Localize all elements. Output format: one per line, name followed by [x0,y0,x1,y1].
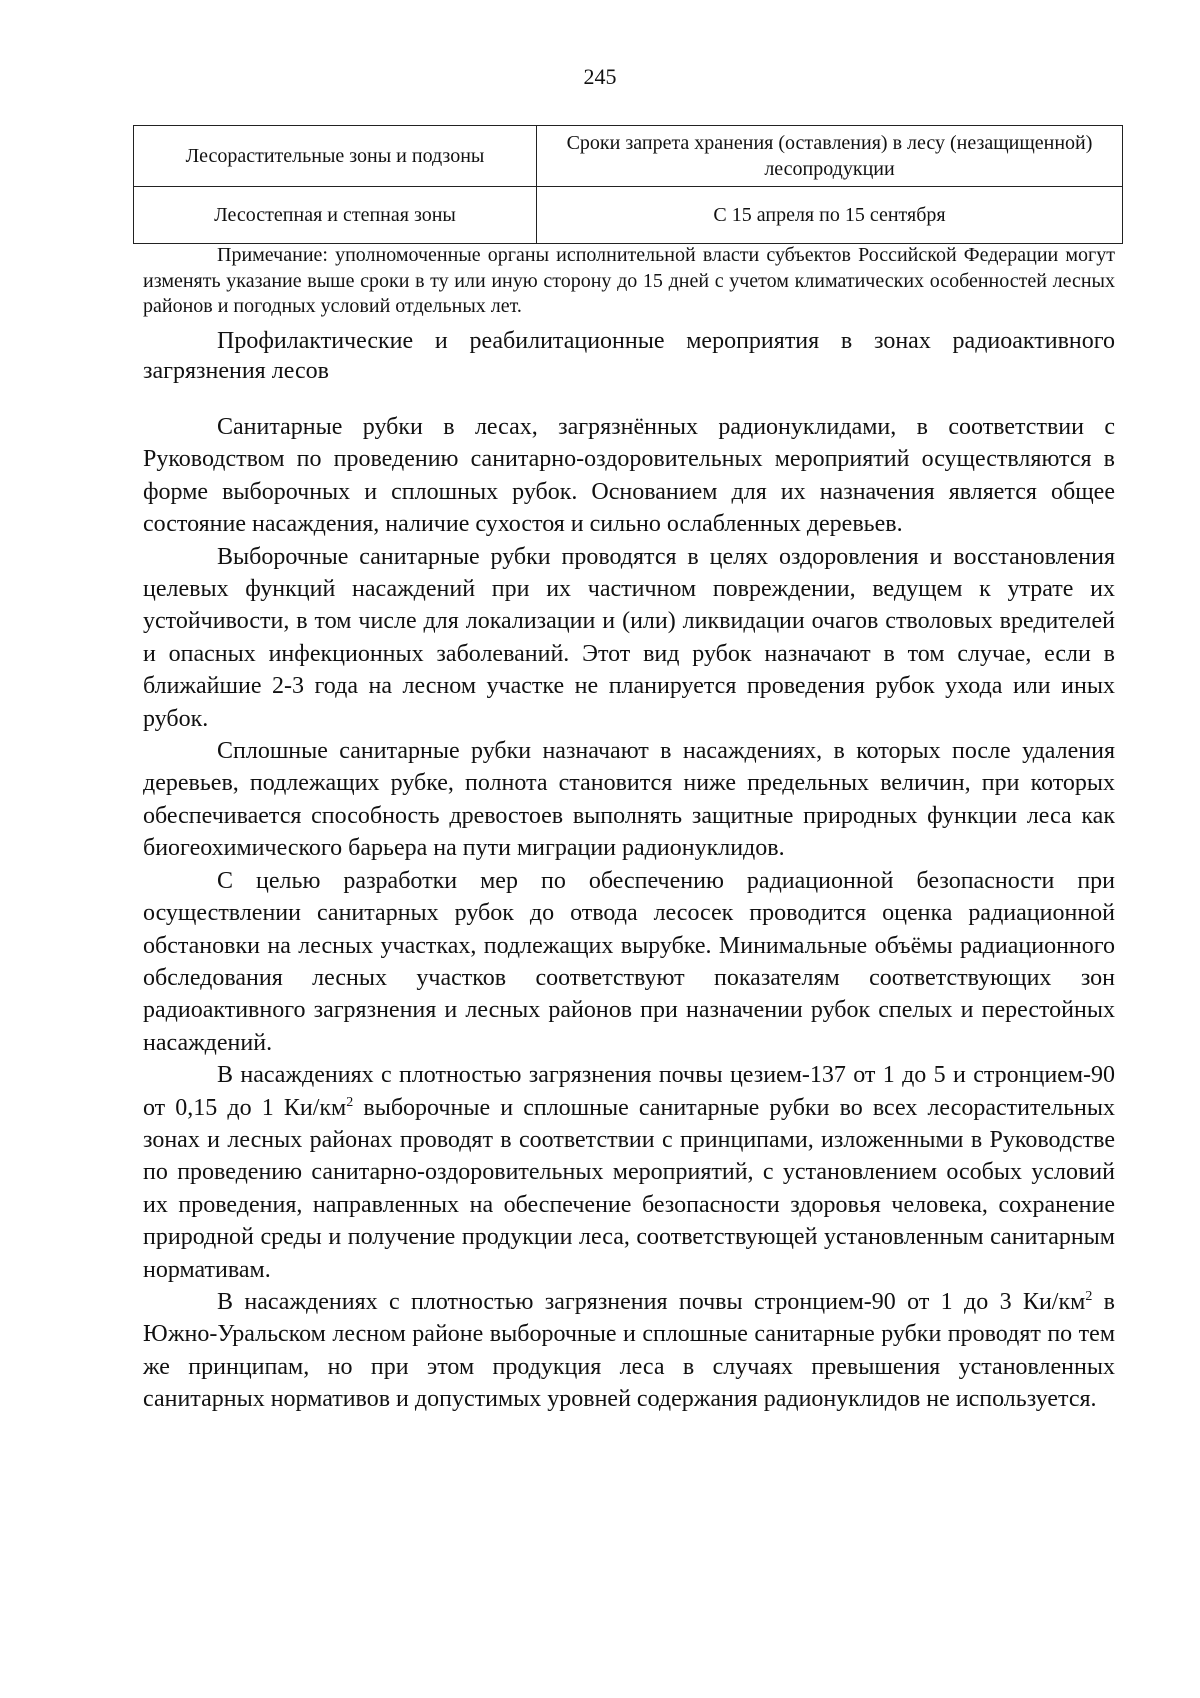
body-text [143,411,1115,1416]
paragraph-text: в Южно-Уральском лесном районе выборочные и сплошные санитарные рубки проводят по тем же принципам, но при этом продукция леса в случаях превышения установленных санитарных нормативов и допустимых уровней содержания радионуклидов не используется. [143,1288,1115,1413]
paragraph: Санитарные рубки в лесах, загрязнённых радионуклидами, в соответствии с Руководством по проведению санитарно-оздоровительных мероприятий осуществляются в форме выборочных и сплошных рубок. Основанием для их назначения является общее состояние насаждения, наличие сухостоя и сильно ослабленных деревьев. [143,414,1115,538]
table-cell-zone: Лесостепная и степная зоны [134,187,537,244]
paragraph: С целью разработки мер по обеспечению радиационной безопасности при осуществлении санитарных рубок до отвода лесосек проводится оценка радиационной обстановки на лесных участках, подлежащих вырубке. Минимальные объёмы радиационного обследования лесных участков соответствуют показателям соответствующих зон радиоактивного загрязнения и лесных районов при назначении рубок спелых и перестойных насаждений. [143,867,1115,1056]
page-number: 245 [583,64,617,89]
superscript: 2 [1085,1288,1093,1304]
paragraph-text: выборочные и сплошные санитарные рубки во всех лесорастительных зонах и лесных районах проводят в соответствии с принципами, изложенными в Руководстве по проведению санитарно-оздоровительных мероприятий, с установлением особых условий их проведения, направленных на обеспечение безопасности здоровья человека, сохранение природной среды и получение продукции леса, соответствующей установленным санитарным нормативам. [143,1094,1116,1283]
table-header-periods: Сроки запрета хранения (оставления) в лесу (незащищенной) лесопродукции [537,126,1123,187]
paragraph: Сплошные санитарные рубки назначают в насаждениях, в которых после удаления деревьев, подлежащих рубке, полнота становится ниже предельных величин, при которых обеспечивается способность древостоев выполнять защитные природных функции леса как биогеохимического барьера на пути миграции радионуклидов. [143,738,1115,862]
superscript: 2 [346,1094,354,1110]
paragraph [143,1286,1115,1416]
table-cell-period: С 15 апреля по 15 сентября [537,187,1123,244]
table-header-row [134,126,1123,187]
paragraph-text: В насаждениях с плотностью загрязнения почвы цезием-137 от 1 до 5 и стронцием-90 от 0,15 до 1 Ки/км [143,1062,1115,1121]
paragraph [143,1059,1115,1286]
table-row [134,187,1123,244]
section-heading: Профилактические и реабилитационные мероприятия в зонах радиоактивного загрязнения лесов [143,328,1115,384]
table-header-zones: Лесорастительные зоны и подзоны [134,126,537,187]
paragraph: Выборочные санитарные рубки проводятся в целях оздоровления и восстановления целевых функций насаждений при их частичном повреждении, ведущем к утрате их устойчивости, в том числе для локализации и (или) ликвидации очагов стволовых вредителей и опасных инфекционных заболеваний. Этот вид рубок назначают в том случае, если в ближайшие 2-3 года на лесном участке не планируется проведения рубок ухода или иных рубок. [143,543,1115,732]
storage-ban-table [133,125,1123,244]
table-note: Примечание: уполномоченные органы исполнительной власти субъектов Российской Федерации могут изменять указание выше сроки в ту или иную сторону до 15 дней с учетом климатических особенностей лесных районов и погодных условий отдельных лет. [143,244,1115,317]
paragraph-text: В насаждениях с плотностью загрязнения почвы стронцием-90 от 1 до 3 Ки/км [217,1288,1086,1315]
